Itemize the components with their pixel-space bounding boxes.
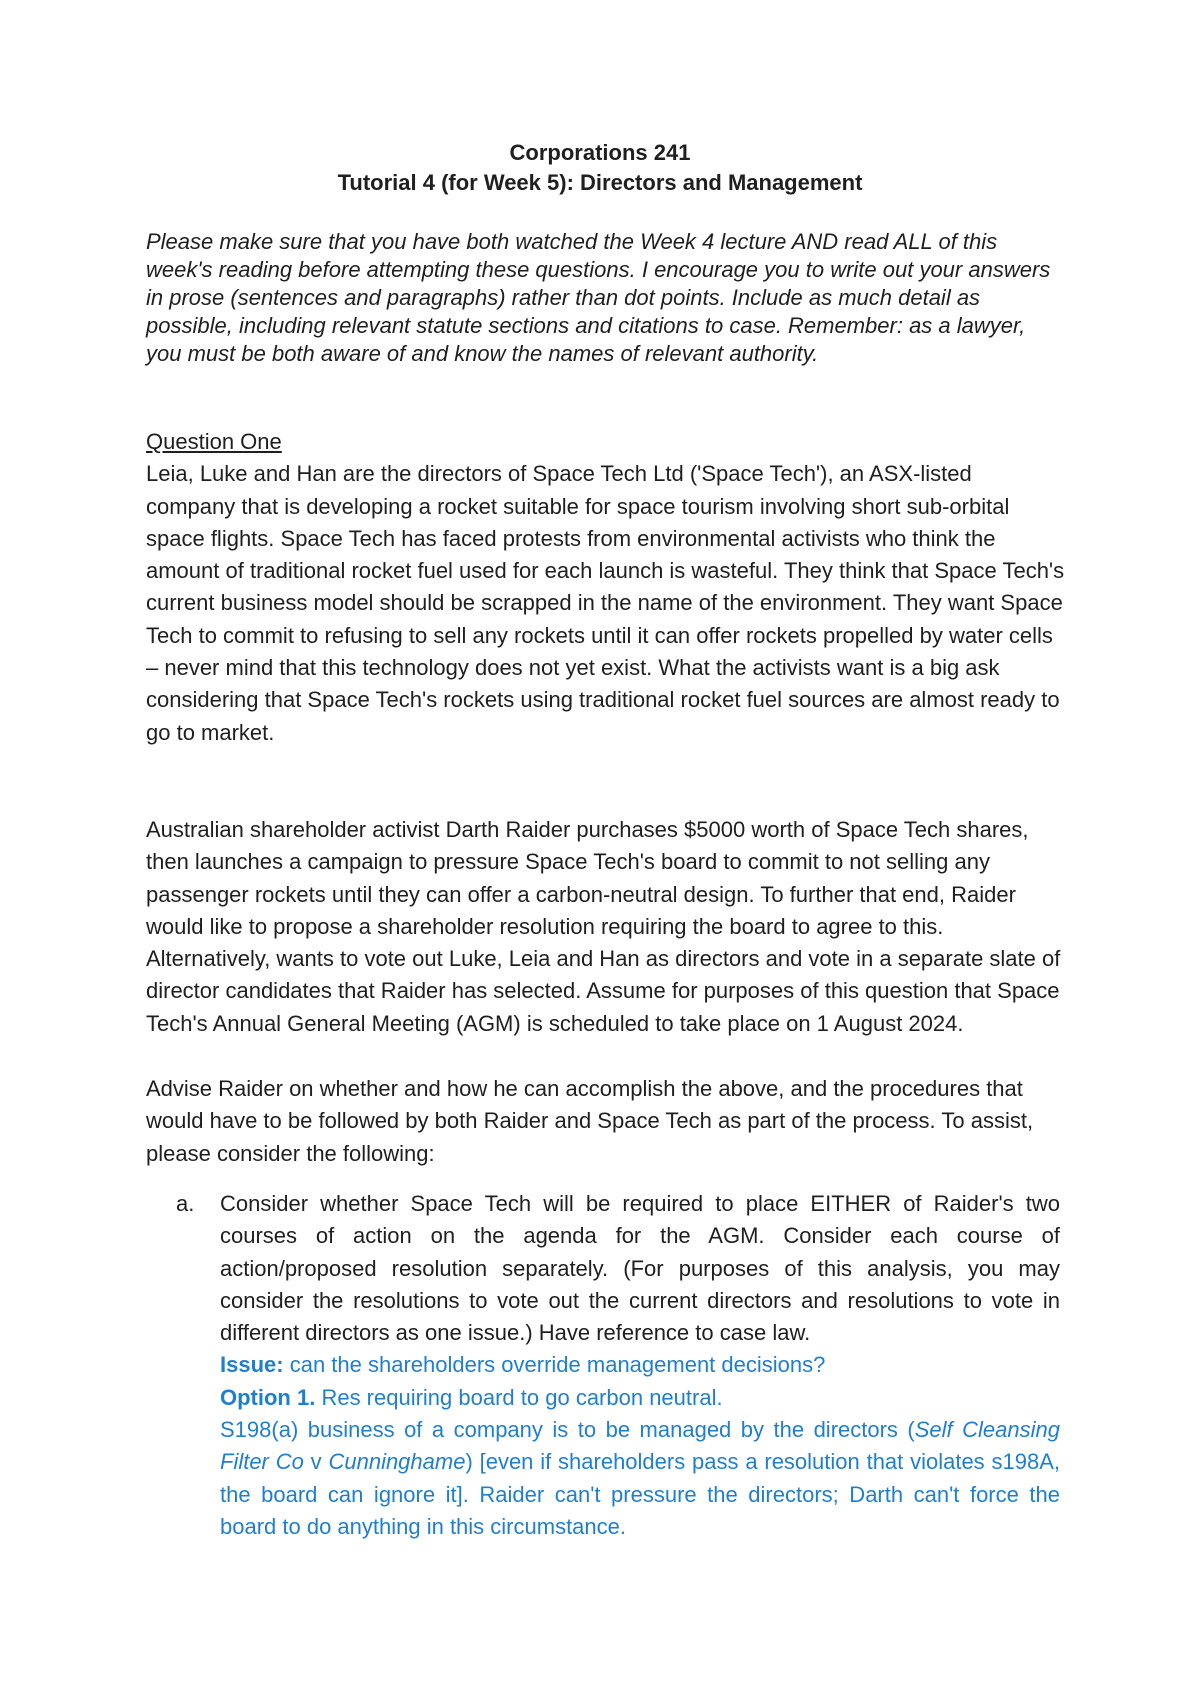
question-one-paragraph-3: Advise Raider on whether and how he can accomplish the above, and the procedures that would have to be followed by both Raider and Space Tech as part of the process. To assist, please consider the following: [146,1076,1034,1166]
intro-instructions: Please make sure that you have both watched the Week 4 lecture AND read ALL of this week's reading before attempting these questions. I encourage you to write out your answers in prose (sentences and paragraphs) rather than dot points. Include as much detail as possible, including relevant statute sections and citations to case. Remember: as a lawyer, you must be both aware of and know the names of relevant authority. [146,229,1051,366]
document-title: Corporations 241 [509,140,691,165]
list-item-a-content [220,1188,1060,1543]
question-one-paragraph-1: Leia, Luke and Han are the directors of Space Tech Ltd ('Space Tech'), an ASX-listed company that is developing a rocket suitable for space tourism involving short sub-orbital space flights. Space Tech has faced protests from environmental activists who think the amount of traditional rocket fuel used for each launch is wasteful. They think that Space Tech's current business model should be scrapped in the name of the environment. They want Space Tech to commit to refusing to sell any rockets until it can offer rockets propelled by water cells – never mind that this technology does not yet exist. What the activists want is a big ask considering that Space Tech's rockets using traditional rocket fuel sources are almost ready to go to market. [146,461,1065,745]
list-marker-a: a. [176,1191,195,1216]
list-item-a-text: Consider whether Space Tech will be required to place EITHER of Raider's two courses of action on the agenda for the AGM. Consider each course of action/proposed resolution separately. (For purposes of this analysis, you may consider the resolutions to vote out the current directors and resolutions to vote in different directors as one issue.) Have reference to case law. [220,1191,1060,1346]
option-label: Option 1. [220,1384,316,1410]
question-one-section [146,426,1066,749]
document-subtitle: Tutorial 4 (for Week 5): Directors and Management [337,170,863,195]
case-name-part-2: Cunninghame [328,1449,466,1475]
answer-text-end: ) [even if shareholders pass a resolution that violates s198A, the board can ignore it]. Raider can't pressure the directors; Darth can't force the board to do anything in this circumstance. [220,1449,1060,1539]
question-one-heading: Question One [146,429,282,454]
issue-label: Issue: [220,1352,284,1378]
case-name-part-1: Self Cleansing Filter Co [220,1417,1060,1475]
case-versus: v [303,1449,329,1475]
title-block [0,138,1200,198]
answer-text-start: S198(a) business of a company is to be managed by the directors ( [220,1417,915,1443]
issue-text: can the shareholders override management decisions? [283,1352,826,1378]
question-one-paragraph-2: Australian shareholder activist Darth Raider purchases $5000 worth of Space Tech shares, then launches a campaign to pressure Space Tech's board to commit to not selling any passenger rockets until they can offer a carbon-neutral design. To further that end, Raider would like to propose a shareholder resolution requiring the board to agree to this. Alternatively, wants to vote out Luke, Leia and Han as directors and vote in a separate slate of director candidates that Raider has selected. Assume for purposes of this question that Space Tech's Annual General Meeting (AGM) is scheduled to take place on 1 August 2024. [146,817,1061,1036]
option-text: Res requiring board to go carbon neutral. [315,1384,723,1410]
